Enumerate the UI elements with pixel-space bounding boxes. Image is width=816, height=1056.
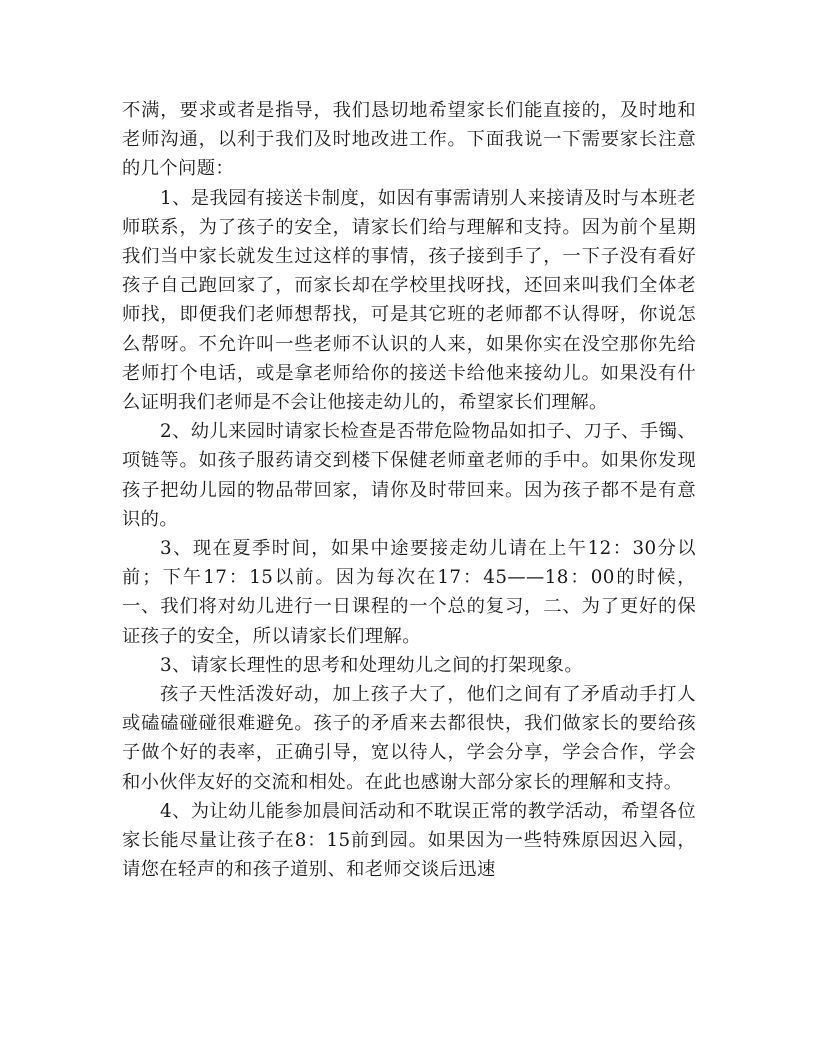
paragraph-fighting-detail: 孩子天性活泼好动，加上孩子大了，他们之间有了矛盾动手打人或磕磕碰碰很难避免。孩子的矛盾来去都很快，我们做家长的要给孩子做个好的表率，正确引导，宽以待人，学会分享，学会合作，学会和小伙伴友好的交流和相处。在此也感谢大部分家长的理解和支持。 [122,684,696,793]
paragraph-item-3-fighting-heading: 3、请家长理性的思考和处理幼儿之间的打架现象。 [160,654,584,676]
document-body [122,96,696,884]
paragraph-item-1-pickup-card: 1、是我园有接送卡制度，如因有事需请别人来接请及时与本班老师联系，为了孩子的安全，请家长们给与理解和支持。因为前个星期我们当中家长就发生过这样的事情，孩子接到手了，一下子没有看好孩子自己跑回家了，而家长却在学校里找呀找，还回来叫我们全体老师找，即便我们老师想帮找，可是其它班的老师都不认得呀，你说怎么帮呀。不允许叫一些老师不认识的人来，如果你实在没空那你先给老师打个电话，或是拿老师给你的接送卡给他来接幼儿。如果没有什么证明我们老师是不会让他接走幼儿的，希望家长们理解。 [122,187,696,414]
paragraph-item-3-summer-time: 3、现在夏季时间，如果中途要接走幼儿请在上午12：30分以前；下午17：15以前。因为每次在17：45——18：00的时候，一、我们将对幼儿进行一日课程的一个总的复习，二、为了更好的保证孩子的安全，所以请家长们理解。 [122,538,696,647]
paragraph-intro-continued: 不满，要求或者是指导，我们恳切地希望家长们能直接的，及时地和老师沟通，以利于我们及时地改进工作。下面我说一下需要家长注意的几个问题： [122,100,696,180]
paragraph-item-2-dangerous-items: 2、幼儿来园时请家长检查是否带危险物品如扣子、刀子、手镯、项链等。如孩子服药请交到楼下保健老师童老师的手中。如果你发现孩子把幼儿园的物品带回家，请你及时带回来。因为孩子都不是有意识的。 [122,421,696,530]
paragraph-item-4-arrival-time: 4、为让幼儿能参加晨间活动和不耽误正常的教学活动，希望各位家长能尽量让孩子在8：15前到园。如果因为一些特殊原因迟入园，请您在轻声的和孩子道别、和老师交谈后迅速 [122,800,696,881]
